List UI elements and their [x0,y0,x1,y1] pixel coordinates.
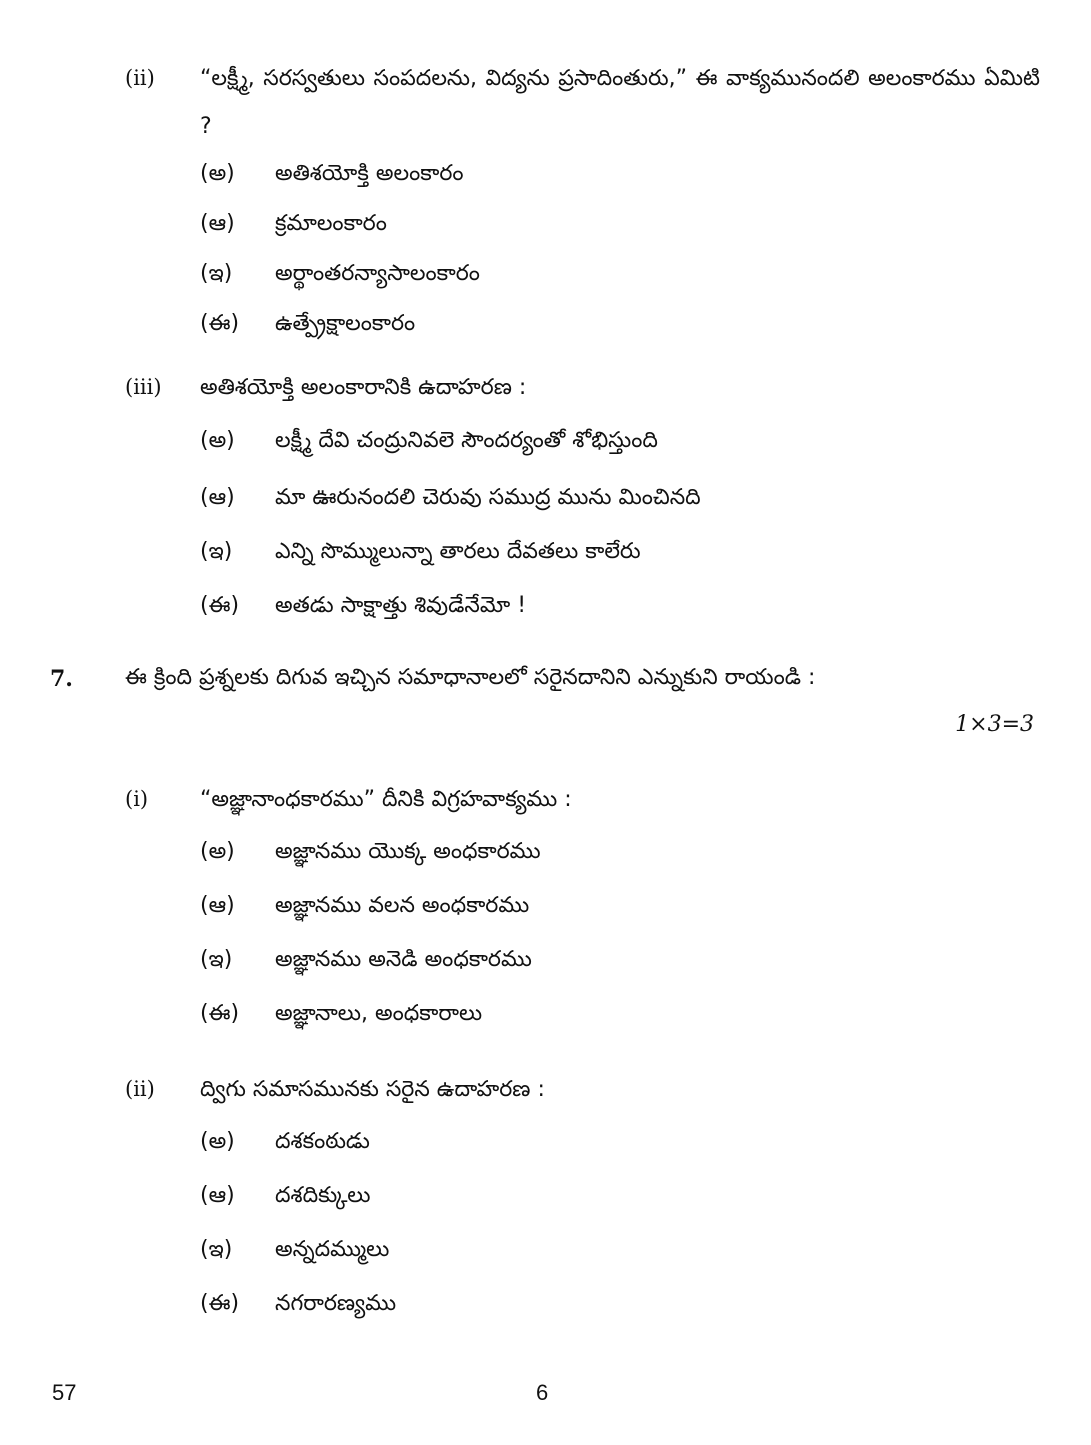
option-text: దశకంఠుడు [275,1129,370,1154]
main-question-text: ఈ క్రింది ప్రశ్నలకు దిగువ ఇచ్చిన సమాధానాలలో సరైనదానిని ఎన్నుకుని రాయండి : [125,665,816,690]
option-letter: (అ) [200,839,235,864]
option-letter: (అ) [200,428,235,453]
option-text: అజ్ఞానము వలన అంధకారము [275,893,530,918]
question-text: ద్విగు సమాసమునకు సరైన ఉదాహరణ : [200,1077,545,1102]
option-letter: (ఈ) [200,1291,240,1316]
option-text: అతడు సాక్షాత్తు శివుడేనేమో ! [275,593,527,618]
option-text: క్రమాలంకారం [275,211,387,236]
option-letter: (ఈ) [200,593,240,618]
question-text: “అజ్ఞానాంధకారము” దీనికి విగ్రహవాక్యము : [200,787,572,812]
question-text: “లక్ష్మీ, సరస్వతులు సంపదలను, విద్యను ప్రసాదింతురు,” ఈ వాక్యమునందలి అలంకారము ఏమిటి ? [200,66,1040,139]
option-text: అజ్ఞానాలు, అంధకారాలు [275,1001,483,1026]
question-number: (ii) [125,66,155,90]
option-text: లక్ష్మీ దేవి చంద్రునివలె సౌందర్యంతో శోభిస్తుంది [275,428,658,453]
option-text: అతిశయోక్తి అలంకారం [275,161,464,186]
paper-code: 57 [52,1380,77,1405]
option-letter: (ఇ) [200,261,233,286]
question-number: (iii) [125,375,162,399]
option-letter: (ఆ) [200,485,235,510]
option-letter: (ఇ) [200,1237,233,1262]
option-letter: (ఆ) [200,1183,235,1208]
question-number: (i) [125,787,149,811]
option-text: అజ్ఞానము యొక్క అంధకారము [275,839,541,864]
option-letter: (ఈ) [200,1001,240,1026]
marks-label: 1×3=3 [955,712,1034,737]
option-letter: (ఈ) [200,311,240,336]
option-text: అర్థాంతరన్యాసాలంకారం [275,261,480,286]
option-letter: (ఆ) [200,893,235,918]
option-text: అన్నదమ్ములు [275,1237,390,1262]
main-question-number: 7. [50,666,73,692]
option-text: నగరారణ్యము [275,1291,397,1316]
option-letter: (ఇ) [200,947,233,972]
option-text: దశదిక్కులు [275,1183,371,1208]
option-letter: (ఆ) [200,211,235,236]
option-letter: (అ) [200,161,235,186]
option-text: అజ్ఞానము అనెడి అంధకారము [275,947,532,972]
option-text: ఎన్ని సొమ్ములున్నా తారలు దేవతలు కాలేరు [275,539,641,564]
question-text: అతిశయోక్తి అలంకారానికి ఉదాహరణ : [200,375,527,400]
option-letter: (ఇ) [200,539,233,564]
option-letter: (అ) [200,1129,235,1154]
option-text: మా ఊరునందలి చెరువు సముద్ర మును మించినది [275,485,701,510]
option-text: ఉత్ప్రేక్షాలంకారం [275,311,416,336]
question-number: (ii) [125,1077,155,1101]
page-number: 6 [536,1380,549,1405]
